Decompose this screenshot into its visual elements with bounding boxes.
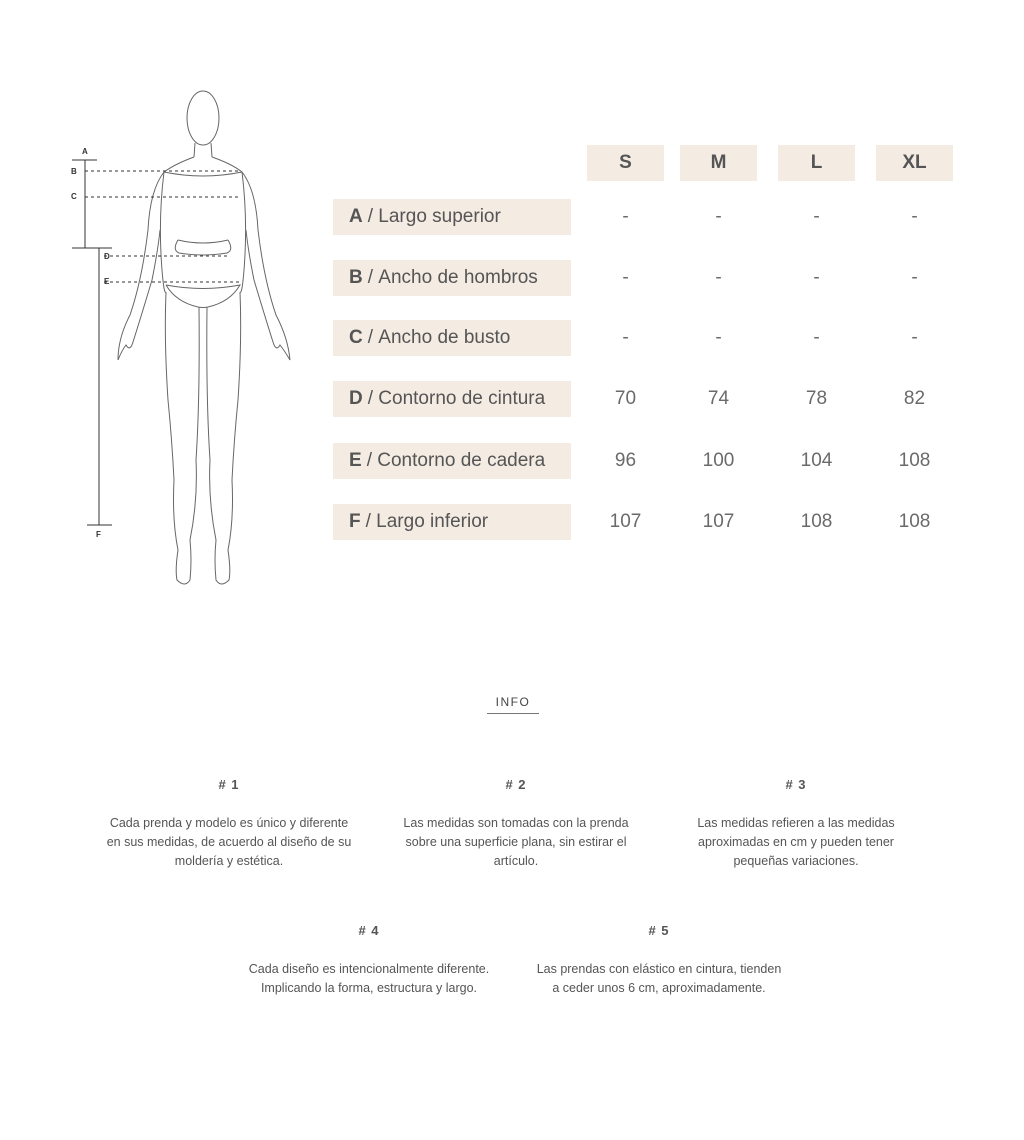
- note-number: # 2: [505, 777, 527, 792]
- note-number: # 1: [218, 777, 240, 792]
- row-label-a: A / Largo superior: [333, 199, 571, 235]
- note-number: # 5: [648, 923, 670, 938]
- body-figure-svg: [60, 80, 310, 600]
- row-label-e: E / Contorno de cadera: [333, 443, 571, 479]
- cell-e-xl: 108: [898, 450, 931, 471]
- info-note-1: [104, 777, 354, 871]
- cell-d-xl: 82: [903, 388, 926, 409]
- marker-b: B: [71, 167, 77, 176]
- cell-e-l: 104: [800, 450, 833, 471]
- cell-d-m: 74: [707, 388, 730, 409]
- marker-f: F: [96, 530, 101, 539]
- cell-e-s: 96: [614, 450, 637, 471]
- cell-a-s: -: [622, 206, 629, 227]
- cell-d-l: 78: [805, 388, 828, 409]
- cell-d-s: 70: [614, 388, 637, 409]
- info-note-4: [244, 923, 494, 998]
- note-text: Las prendas con elástico en cintura, tienden a ceder unos 6 cm, aproximadamente.: [536, 962, 782, 995]
- row-label-b: B / Ancho de hombros: [333, 260, 571, 296]
- cell-e-m: 100: [702, 450, 735, 471]
- cell-c-m: -: [715, 327, 722, 348]
- note-number: # 3: [785, 777, 807, 792]
- note-number: # 4: [358, 923, 380, 938]
- note-text: Las medidas son tomadas con la prenda sobre una superficie plana, sin estirar el artículo.: [403, 816, 629, 868]
- marker-a: A: [82, 147, 88, 156]
- cell-f-m: 107: [702, 511, 735, 532]
- cell-a-m: -: [715, 206, 722, 227]
- note-text: Cada prenda y modelo es único y diferente en sus medidas, de acuerdo al diseño de su moldería y estética.: [106, 816, 352, 868]
- info-note-3: [671, 777, 921, 871]
- cell-b-s: -: [622, 267, 629, 288]
- size-header-m: M: [680, 145, 757, 181]
- cell-b-xl: -: [911, 267, 918, 288]
- note-text: Las medidas refieren a las medidas aproximadas en cm y pueden tener pequeñas variaciones.: [697, 816, 895, 868]
- info-note-5: [534, 923, 784, 998]
- cell-f-l: 108: [800, 511, 833, 532]
- cell-b-l: -: [813, 267, 820, 288]
- size-header-xl: XL: [876, 145, 953, 181]
- cell-a-xl: -: [911, 206, 918, 227]
- info-heading: INFO: [487, 695, 539, 714]
- cell-a-l: -: [813, 206, 820, 227]
- marker-d: D: [104, 252, 110, 261]
- size-header-l: L: [778, 145, 855, 181]
- cell-c-xl: -: [911, 327, 918, 348]
- cell-c-l: -: [813, 327, 820, 348]
- note-text: Cada diseño es intencionalmente diferente. Implicando la forma, estructura y largo.: [248, 962, 490, 995]
- row-label-f: F / Largo inferior: [333, 504, 571, 540]
- row-label-c: C / Ancho de busto: [333, 320, 571, 356]
- body-figure-diagram: [60, 80, 310, 600]
- marker-c: C: [71, 192, 77, 201]
- cell-f-s: 107: [609, 511, 642, 532]
- row-label-d: D / Contorno de cintura: [333, 381, 571, 417]
- info-note-2: [391, 777, 641, 871]
- cell-f-xl: 108: [898, 511, 931, 532]
- cell-b-m: -: [715, 267, 722, 288]
- figure-head: [187, 91, 219, 145]
- size-header-s: S: [587, 145, 664, 181]
- cell-c-s: -: [622, 327, 629, 348]
- marker-e: E: [104, 277, 110, 286]
